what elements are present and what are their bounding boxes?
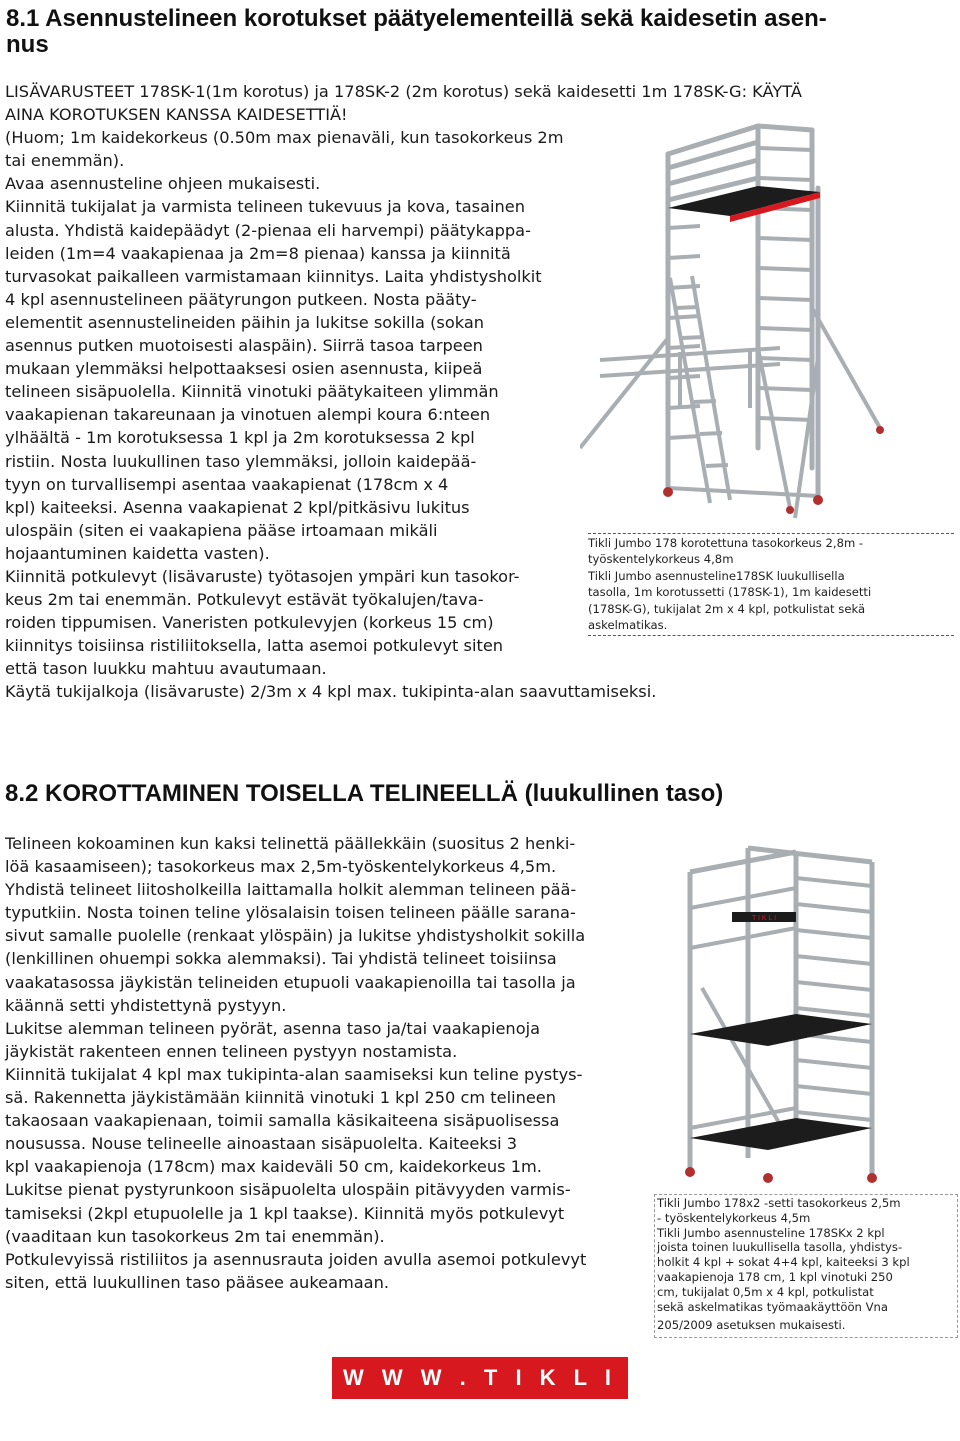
caption-line: - työskentelykorkeus 4,5m	[657, 1210, 811, 1225]
body-line: leiden (1m=4 vaakapienaa ja 2m=8 pienaa) kanssa ja kiinnitä	[5, 243, 511, 263]
caption-line: cm, tukijalat 0,5m x 4 kpl, potkulistat	[657, 1284, 874, 1299]
body-line: Telineen kokoaminen kun kaksi telinettä päällekkäin (suositus 2 henki-	[5, 834, 576, 853]
caption-line: Tikli Jumbo 178x2 -setti tasokorkeus 2,5m	[657, 1196, 901, 1210]
body-line: Käytä tukijalkoja (lisävaruste) 2/3m x 4 kpl max. tukipinta-alan saavuttamiseksi.	[5, 682, 657, 702]
body-line: löä kasaamiseen); tasokorkeus max 2,5m-työskentelykorkeus 4,5m.	[5, 857, 557, 877]
body-line: kiinnitys toisiinsa ristiliitoksella, latta asemoi potkulevyt siten	[5, 636, 504, 656]
body-line: kpl) kaiteeksi. Asenna vaakapienat 2 kpl/pitkäsivu lukitus	[5, 497, 470, 517]
body-line: (vaaditaan kun tasokorkeus 2m tai enemmän).	[5, 1226, 385, 1246]
body-line: Yhdistä telineet liitosholkeilla laittamalla holkit alemman telineen pää-	[5, 880, 577, 900]
body-line: tai enemmän).	[5, 151, 125, 171]
caption-line: holkit 4 kpl + sokat 4+4 kpl, kaiteeksi 3 kpl	[657, 1255, 910, 1270]
caption-line: vaakapienoja 178 cm, 1 kpl vinotuki 250	[657, 1269, 893, 1284]
section2-caption	[654, 1194, 958, 1338]
body-line: Lukitse alemman telineen pyörät, asenna taso ja/tai vaakapienoja	[5, 1018, 541, 1038]
body-line: ristiin. Nosta luukullinen taso ylemmäksi, jolloin kaidepää-	[5, 451, 477, 471]
body-line: LISÄVARUSTEET 178SK-1(1m korotus) ja 178SK-2 (2m korotus) sekä kaidesetti 1m 178SK-G: KÄYTÄ	[5, 82, 802, 101]
body-line: siten, että luukullinen taso pääsee aukeamaan.	[5, 1272, 390, 1292]
body-line: typutkiin. Nosta toinen teline ylösalaisin toisen telineen päälle sarana-	[5, 903, 576, 923]
caption-line: tasolla, 1m korotussetti (178SK-1), 1m kaidesetti	[588, 585, 872, 600]
caption-line: (178SK-G), tukijalat 2m x 4 kpl, potkulistat sekä	[588, 601, 866, 616]
body-line: ylhäältä - 1m korotuksessa 1 kpl ja 2m korotuksessa 2 kpl	[5, 428, 475, 448]
stacked-scaffold-photo	[672, 838, 932, 1190]
body-line: sivut samalle puolelle (renkaat ylöspäin) ja lukitse yhdistysholkit sokilla	[5, 926, 586, 946]
body-line: takaosaan vaakapienaan, toimii samalla käsikaiteena sisäpuolisessa	[5, 1111, 560, 1131]
footer-url-banner[interactable]: W W W . T I K L I . C O M	[332, 1357, 628, 1399]
section2-body	[5, 832, 655, 1294]
body-line: Avaa asennusteline ohjeen mukaisesti.	[5, 174, 321, 194]
body-line: (lenkillinen ohuempi sokka alemmaksi). Tai yhdistä telineet toisiinsa	[5, 949, 557, 969]
body-line: että tason luukku mahtuu avautumaan.	[5, 659, 327, 679]
body-line: kpl vaakapienoja (178cm) max kaideväli 50 cm, kaidekorkeus 1m.	[5, 1157, 542, 1177]
body-line: mukaan ylemmäksi helpottaaksesi osien asennusta, kiipeä	[5, 359, 483, 379]
body-line: turvasokat paikalleen varmistamaan kiinnitys. Laita yhdistysholkit	[5, 266, 542, 286]
caption-line: Tikli Jumbo 178 korotettuna tasokorkeus 2,8m -	[588, 536, 864, 550]
caption-line: joista toinen luukullisella tasolla, yhdistys-	[657, 1240, 903, 1255]
body-line: (Huom; 1m kaidekorkeus (0.50m max pienaväli, kun tasokorkeus 2m	[5, 128, 564, 148]
body-line: Kiinnitä tukijalat ja varmista telineen tukevuus ja kova, tasainen	[5, 197, 525, 217]
heading-line: 8.1 Asennustelineen korotukset päätyelementeillä sekä kaidesetin asen-	[6, 5, 827, 32]
caption-line: Tikli Jumbo asennusteline178SK luukullisella	[588, 568, 845, 583]
body-line: Kiinnitä tukijalat 4 kpl max tukipinta-alan saamiseksi kun teline pystys-	[5, 1064, 583, 1084]
body-line: elementit asennustelineiden päihin ja lukitse sokilla (sokan	[5, 312, 485, 332]
body-line: jäykistät rakenteen ennen telineen pystyyn nostamista.	[5, 1041, 458, 1061]
body-line: AINA KOROTUKSEN KANSSA KAIDESETTIÄ!	[5, 105, 348, 125]
body-line: keus 2m tai enemmän. Potkulevyt estävät työkalujen/tava-	[5, 590, 484, 610]
scaffold-extension-photo	[580, 108, 960, 534]
caption-line: sekä askelmatikas työmaakäyttöön Vna	[657, 1299, 888, 1314]
body-line: tyyn on turvallisempi asentaa vaakapienat (178cm x 4	[5, 474, 449, 494]
body-line: hojaantuminen kaidetta vasten).	[5, 543, 270, 563]
caption-line: askelmatikas.	[588, 618, 668, 633]
body-line: ulospäin (siten ei vaakapiena pääse irtoamaan mikäli	[5, 520, 438, 540]
section1-heading	[6, 6, 956, 58]
body-line: Lukitse pienat pystyrunkoon sisäpuolelta ulospäin pitävyyden varmis-	[5, 1180, 571, 1200]
body-line: Potkulevyissä ristiliitos ja asennusrauta joiden avulla asemoi potkulevyt	[5, 1249, 587, 1269]
caption-line: 205/2009 asetuksen mukaisesti.	[657, 1318, 846, 1333]
caption-line: työskentelykorkeus 4,8m	[588, 552, 734, 567]
body-line: vaakatasossa jäykistän telineiden etupuoli vaakapienoilla tai tasolla ja	[5, 972, 576, 992]
body-line: käännä setti yhdistettynä pystyyn.	[5, 995, 287, 1015]
section1-caption	[588, 533, 954, 636]
caption-line: Tikli Jumbo asennusteline 178SKx 2 kpl	[657, 1225, 885, 1240]
heading-line: nus	[6, 31, 49, 58]
brand-board-text: T I K L I	[751, 915, 777, 922]
body-line: Kiinnitä potkulevyt (lisävaruste) työtasojen ympäri kun tasokor-	[5, 566, 520, 586]
body-line: nousussa. Nouse telineelle ainoastaan sisäpuolelta. Kaiteeksi 3	[5, 1134, 518, 1154]
body-line: telineen sisäpuolella. Kiinnitä vinotuki päätykaiteen ylimmän	[5, 382, 499, 402]
body-line: roiden tippumisen. Vaneristen potkulevyjen (korkeus 15 cm)	[5, 613, 494, 633]
section2-heading: 8.2 KOROTTAMINEN TOISELLA TELINEELLÄ (luukullinen taso)	[5, 780, 724, 807]
body-line: alusta. Yhdistä kaidepäädyt (2-pienaa eli harvempi) päätykappa-	[5, 220, 531, 240]
body-line: tamiseksi (2kpl etupuolelle ja 1 kpl taakse). Kiinnitä myös potkulevyt	[5, 1203, 565, 1223]
body-line: sä. Rakennetta jäykistämään kiinnitä vinotuki 1 kpl 250 cm telineen	[5, 1088, 557, 1108]
body-line: vaakapienan takareunaan ja vinotuen alempi koura 6:nteen	[5, 405, 491, 425]
body-line: 4 kpl asennustelineen päätyrungon putkeen. Nosta pääty-	[5, 289, 477, 309]
body-line: asennus putken muotoisesti alaspäin). Siirrä tasoa tarpeen	[5, 336, 483, 356]
